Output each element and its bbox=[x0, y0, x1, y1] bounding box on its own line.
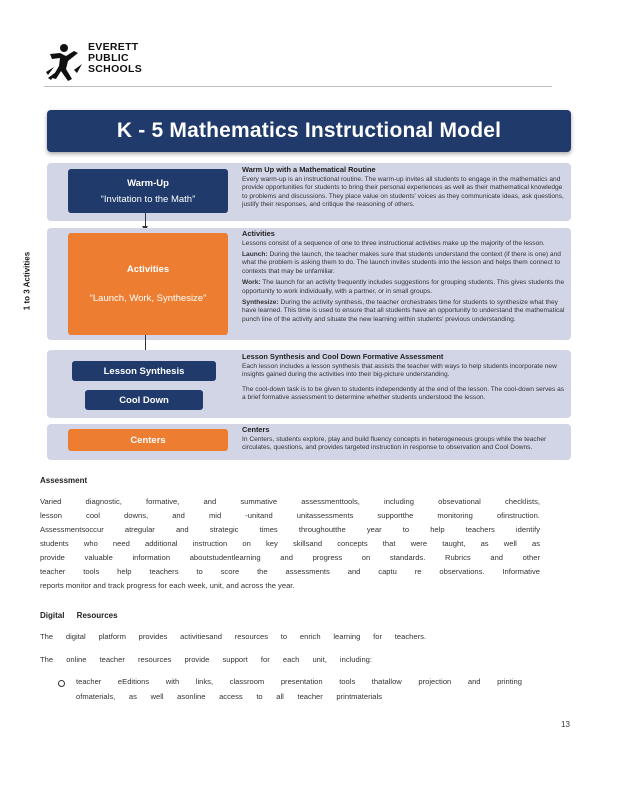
activities-heading: Activities bbox=[242, 230, 275, 238]
digital-line-2: The online teacher resources provide support for each unit, including: bbox=[40, 655, 372, 664]
centers-box-label: Centers bbox=[130, 434, 166, 446]
page-number: 13 bbox=[561, 720, 570, 729]
warmup-box-subtitle: “Invitation to the Math” bbox=[100, 193, 196, 205]
warmup-description bbox=[242, 166, 566, 212]
assessment-heading: Assessment bbox=[40, 476, 88, 485]
synthesize-text: During the activity synthesis, the teacher orchestrates time for students to synthesize what they have learned. This time is used to ensure that all students have an opportunity to understand the mathematical punch line of the activity and situate the new learning within students' previous understanding. bbox=[242, 298, 565, 323]
digital-resources-heading: Digital Resources bbox=[40, 611, 118, 620]
warmup-text: Every warm-up is an instructional routine. The warm-up invites all students to engage in the mathematics and provide opportunities for students to bring their personal experiences as well as their mathematical knowledge to problems and discussions. They place value on students' voices as they communicate ideas, ask questions, justify their responses, and critique the reasoning of others. bbox=[242, 175, 564, 209]
assessment-line: reports monitor and track progress for each week, unit, and across the year. bbox=[40, 581, 295, 590]
bullet-line-1-wrap bbox=[76, 675, 522, 689]
warmup-heading: Warm Up with a Mathematical Routine bbox=[242, 165, 376, 174]
cool-down-label: Cool Down bbox=[119, 394, 169, 406]
centers-heading: Centers bbox=[242, 425, 270, 434]
activities-intro: Lessons consist of a sequence of one to three instructional activities make up the majority of the lesson. bbox=[242, 239, 545, 247]
logo-wordmark bbox=[88, 42, 142, 75]
lesson-synthesis-box bbox=[72, 361, 216, 381]
assessment-line: provide valuable information aboutstudentlearning and progress on standards. Rubrics and other bbox=[40, 553, 540, 562]
logo-line-1: EVERETT bbox=[88, 41, 139, 53]
launch-paragraph bbox=[242, 251, 566, 277]
digital-line-2-wrap bbox=[40, 653, 372, 667]
logo-line-2: PUBLIC bbox=[88, 52, 129, 64]
activities-box-title: Activities bbox=[126, 264, 170, 275]
synthesis-description bbox=[242, 353, 566, 405]
header-divider bbox=[44, 86, 552, 87]
cool-down-box bbox=[85, 390, 203, 410]
synthesize-paragraph bbox=[242, 299, 566, 325]
assessment-line: teacher tools help teachers to score the assessments and captu re observations. Informative bbox=[40, 567, 540, 576]
assessment-paragraph bbox=[40, 495, 540, 593]
activities-box bbox=[68, 233, 228, 335]
work-text: The launch for an activity frequently includes suggestions for grouping students. This gives students the opportunity to work individually, with a partner, or in small groups. bbox=[242, 278, 565, 295]
bullet-line-1: teacher eEditions with links, classroom presentation tools thatallow projection and printing bbox=[76, 677, 522, 686]
work-label: Work: bbox=[242, 278, 261, 286]
model-title: K - 5 Mathematics Instructional Model bbox=[116, 119, 502, 142]
model-title-bar bbox=[47, 110, 571, 152]
logo-line-3: SCHOOLS bbox=[88, 63, 143, 75]
synthesis-heading: Lesson Synthesis and Cool Down Formative Assessment bbox=[242, 352, 444, 361]
activities-count-text: 1 to 3 Activities bbox=[22, 251, 32, 311]
assessment-line: students who need additional instruction on key skillsand concepts that were taught, as well as bbox=[40, 539, 540, 548]
activities-description bbox=[242, 230, 566, 338]
synthesis-text: Each lesson includes a lesson synthesis that assists the teacher with ways to help students incorporate new insights gained during the activities into their big-picture understanding. bbox=[242, 362, 557, 379]
work-paragraph bbox=[242, 279, 566, 296]
bullet-line-2-wrap bbox=[76, 690, 382, 704]
launch-text: During the launch, the teacher makes sure that students understand the context (if there is one) and what the problem is asking them to do. The launch invites students into the lesson and helps them connect to contexts that may be unfamiliar. bbox=[242, 250, 561, 275]
bullet-circle-icon bbox=[58, 680, 65, 687]
centers-box bbox=[68, 429, 228, 451]
synthesize-label: Synthesize: bbox=[242, 298, 279, 306]
launch-label: Launch: bbox=[242, 250, 268, 258]
assessment-line: lesson cool downs, and mid -unitand unitassessments supportthe monitoring ofinstruction. bbox=[40, 511, 540, 520]
activities-count-label bbox=[20, 236, 34, 326]
activities-box-subtitle: “Launch, Work, Synthesize” bbox=[89, 293, 207, 304]
bullet-line-2: ofmaterials, as well asonline access to all teacher printmaterials bbox=[76, 692, 382, 701]
centers-text: In Centers, students explore, play and build fluency concepts in heterogeneous groups while the teacher circulates, questions, and provides targeted instruction in response to observation and Cool Downs. bbox=[242, 435, 547, 452]
assessment-line: Assessmentsoccur atregular and strategic times throughoutthe year to help teachers identify bbox=[40, 525, 540, 534]
assessment-line: Varied diagnostic, formative, and summative assessmenttools, including obsevational checklists, bbox=[40, 497, 540, 506]
digital-line-1-wrap bbox=[40, 630, 426, 644]
centers-description bbox=[242, 426, 566, 455]
lesson-synthesis-label: Lesson Synthesis bbox=[103, 365, 185, 377]
warmup-box bbox=[68, 169, 228, 213]
warmup-box-title: Warm-Up bbox=[127, 177, 169, 189]
digital-line-1: The digital platform provides activitiesand resources to enrich learning for teachers. bbox=[40, 632, 426, 641]
cool-down-text: The cool-down task is to be given to students independently at the end of the lesson. The cool-down serves as a brief formative assessment to determine whether students understood the lesson. bbox=[242, 385, 565, 402]
